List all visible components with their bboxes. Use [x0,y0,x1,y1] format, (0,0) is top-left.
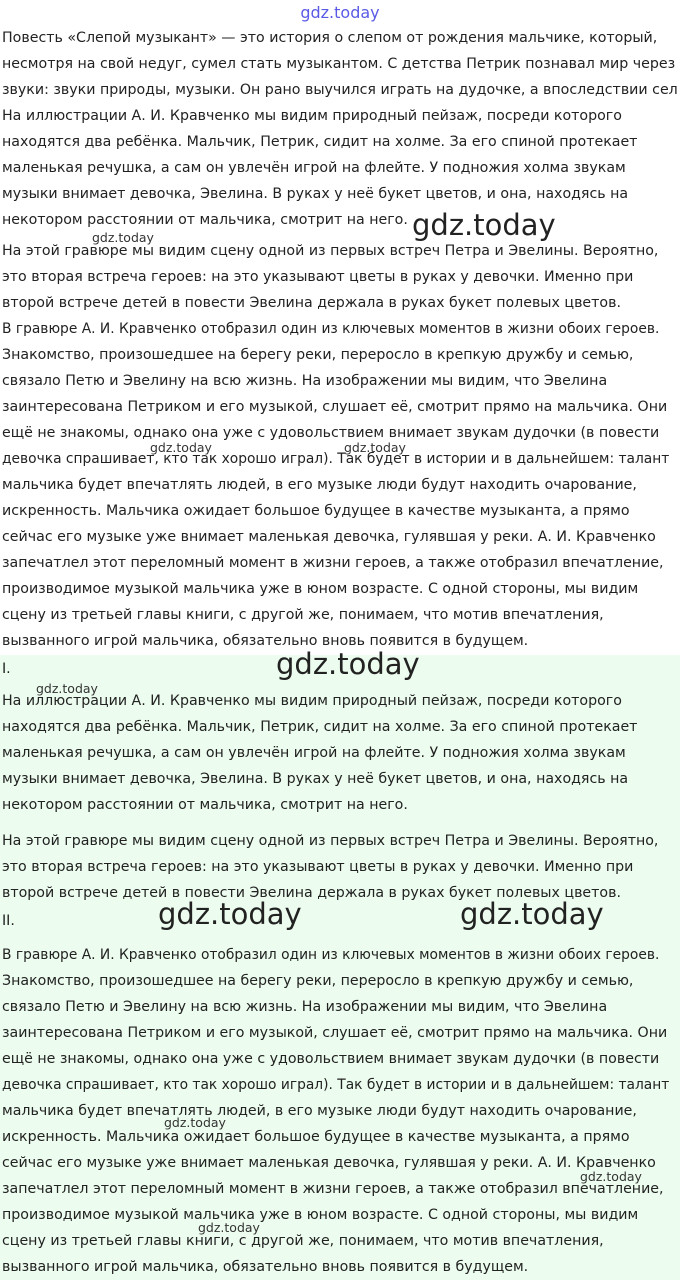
watermark: gdz.today [158,897,302,931]
text-line: заинтересована Петриком и его музыкой, слушает её, смотрит прямо на мальчика. Они [2,399,668,415]
site-logo-text: gdz.today [300,3,380,22]
watermark: gdz.today [460,897,604,931]
section-label-1: I. [2,661,11,677]
text-line: это вторая встреча героев: на это указывают цветы в руках у девочки. Именно при [2,269,634,285]
text-line: несмотря на свой недуг, сумел стать музыкантом. С детства Петрик познавал мир через [2,56,676,72]
answer-structured-section [0,647,680,1280]
watermark: gdz.today [276,647,420,681]
text-line: это вторая встреча героев: на это указывают цветы в руках у девочки. Именно при [2,859,634,875]
text-line: заинтересована Петриком и его музыкой, слушает её, смотрит прямо на мальчика. Они [2,1025,668,1041]
text-line: некотором расстоянии от мальчика, смотрит на него. [2,212,408,228]
text-line: мальчика будет впечатлять людей, в его музыке люди будут находить очарование, [2,1103,637,1119]
text-line: второй встрече детей в повести Эвелина держала в руках букет полевых цветов. [2,885,621,901]
text-line: находятся два ребёнка. Мальчик, Петрик, сидит на холме. За его спиной протекает [2,134,638,150]
text-line: сцену из третьей главы книги, с другой же, понимаем, что мотив впечатления, [2,1233,604,1249]
answer-text-section [0,30,680,655]
watermark: gdz.today [150,440,212,455]
text-line: На иллюстрации А. И. Кравченко мы видим природный пейзаж, посреди которого [2,693,622,709]
text-line: мальчика будет впечатлять людей, в его музыке люди будут находить очарование, [2,477,637,493]
watermark: gdz.today [344,440,406,455]
text-line: вызванного игрой мальчика, обязательно вновь появится в будущем. [2,1259,529,1275]
watermark: gdz.today [198,1220,260,1235]
text-line: звуки: звуки природы, музыки. Он рано выучился играть на дудочке, а впоследствии сел [2,82,678,98]
text-line: Повесть «Слепой музыкант» — это история о слепом от рождения мальчике, который, [2,30,658,46]
text-line: музыки внимает девочка, Эвелина. В руках у неё букет цветов, и она, находясь на [2,186,629,202]
text-line: девочка спрашивает, кто так хорошо играл). Так будет в истории и в дальнейшем: талант [2,1077,670,1093]
text-line: Знакомство, произошедшее на берегу реки, переросло в крепкую дружбу и семью, [2,973,634,989]
text-line: На этой гравюре мы видим сцену одной из первых встреч Петра и Эвелины. Вероятно, [2,833,659,849]
text-line: ещё не знакомы, однако она уже с удовольствием внимает звукам дудочки (в повести [2,1051,660,1067]
text-line: ещё не знакомы, однако она уже с удовольствием внимает звукам дудочки (в повести [2,425,660,441]
section-label-2: II. [2,913,15,929]
text-line: находятся два ребёнка. Мальчик, Петрик, сидит на холме. За его спиной протекает [2,719,638,735]
watermark: gdz.today [412,208,556,242]
text-line: искренность. Мальчика ожидает большое будущее в качестве музыканта, а прямо [2,503,630,519]
text-line: второй встрече детей в повести Эвелина держала в руках букет полевых цветов. [2,295,621,311]
text-line: запечатлел этот переломный момент в жизни героев, а также отобразил впечатление, [2,555,664,571]
text-line: производимое музыкой мальчика уже в юном возрасте. С одной стороны, мы видим [2,1207,639,1223]
text-line: вызванного игрой мальчика, обязательно вновь появится в будущем. [2,633,529,649]
watermark: gdz.today [580,1169,642,1184]
text-line: сейчас его музыке уже внимает маленькая девочка, гулявшая у реки. А. И. Кравченко [2,529,656,545]
text-line: производимое музыкой мальчика уже в юном возрасте. С одной стороны, мы видим [2,581,639,597]
text-line: маленькая речушка, а сам он увлечён игрой на флейте. У подножия холма звукам [2,745,626,761]
text-line: девочка спрашивает, кто так хорошо играл). Так будет в истории и в дальнейшем: талант [2,451,670,467]
text-line: сцену из третьей главы книги, с другой же, понимаем, что мотив впечатления, [2,607,604,623]
text-line: некотором расстоянии от мальчика, смотрит на него. [2,797,408,813]
text-line: запечатлел этот переломный момент в жизни героев, а также отобразил впечатление, [2,1181,664,1197]
text-line: маленькая речушка, а сам он увлечён игрой на флейте. У подножия холма звукам [2,160,626,176]
watermark: gdz.today [92,230,154,245]
watermark: gdz.today [36,681,98,696]
text-line: В гравюре А. И. Кравченко отобразил один из ключевых моментов в жизни обоих героев. [2,947,660,963]
text-line: искренность. Мальчика ожидает большое будущее в качестве музыканта, а прямо [2,1129,630,1145]
text-line: На иллюстрации А. И. Кравченко мы видим природный пейзаж, посреди которого [2,108,622,124]
text-line: На этой гравюре мы видим сцену одной из первых встреч Петра и Эвелины. Вероятно, [2,243,659,259]
watermark: gdz.today [164,1115,226,1130]
text-line: сейчас его музыке уже внимает маленькая девочка, гулявшая у реки. А. И. Кравченко [2,1155,656,1171]
text-line: Знакомство, произошедшее на берегу реки, переросло в крепкую дружбу и семью, [2,347,634,363]
text-line: В гравюре А. И. Кравченко отобразил один из ключевых моментов в жизни обоих героев. [2,321,660,337]
text-line: музыки внимает девочка, Эвелина. В руках у неё букет цветов, и она, находясь на [2,771,629,787]
text-line: связало Петю и Эвелину на всю жизнь. На изображении мы видим, что Эвелина [2,999,608,1015]
text-line: связало Петю и Эвелину на всю жизнь. На изображении мы видим, что Эвелина [2,373,608,389]
